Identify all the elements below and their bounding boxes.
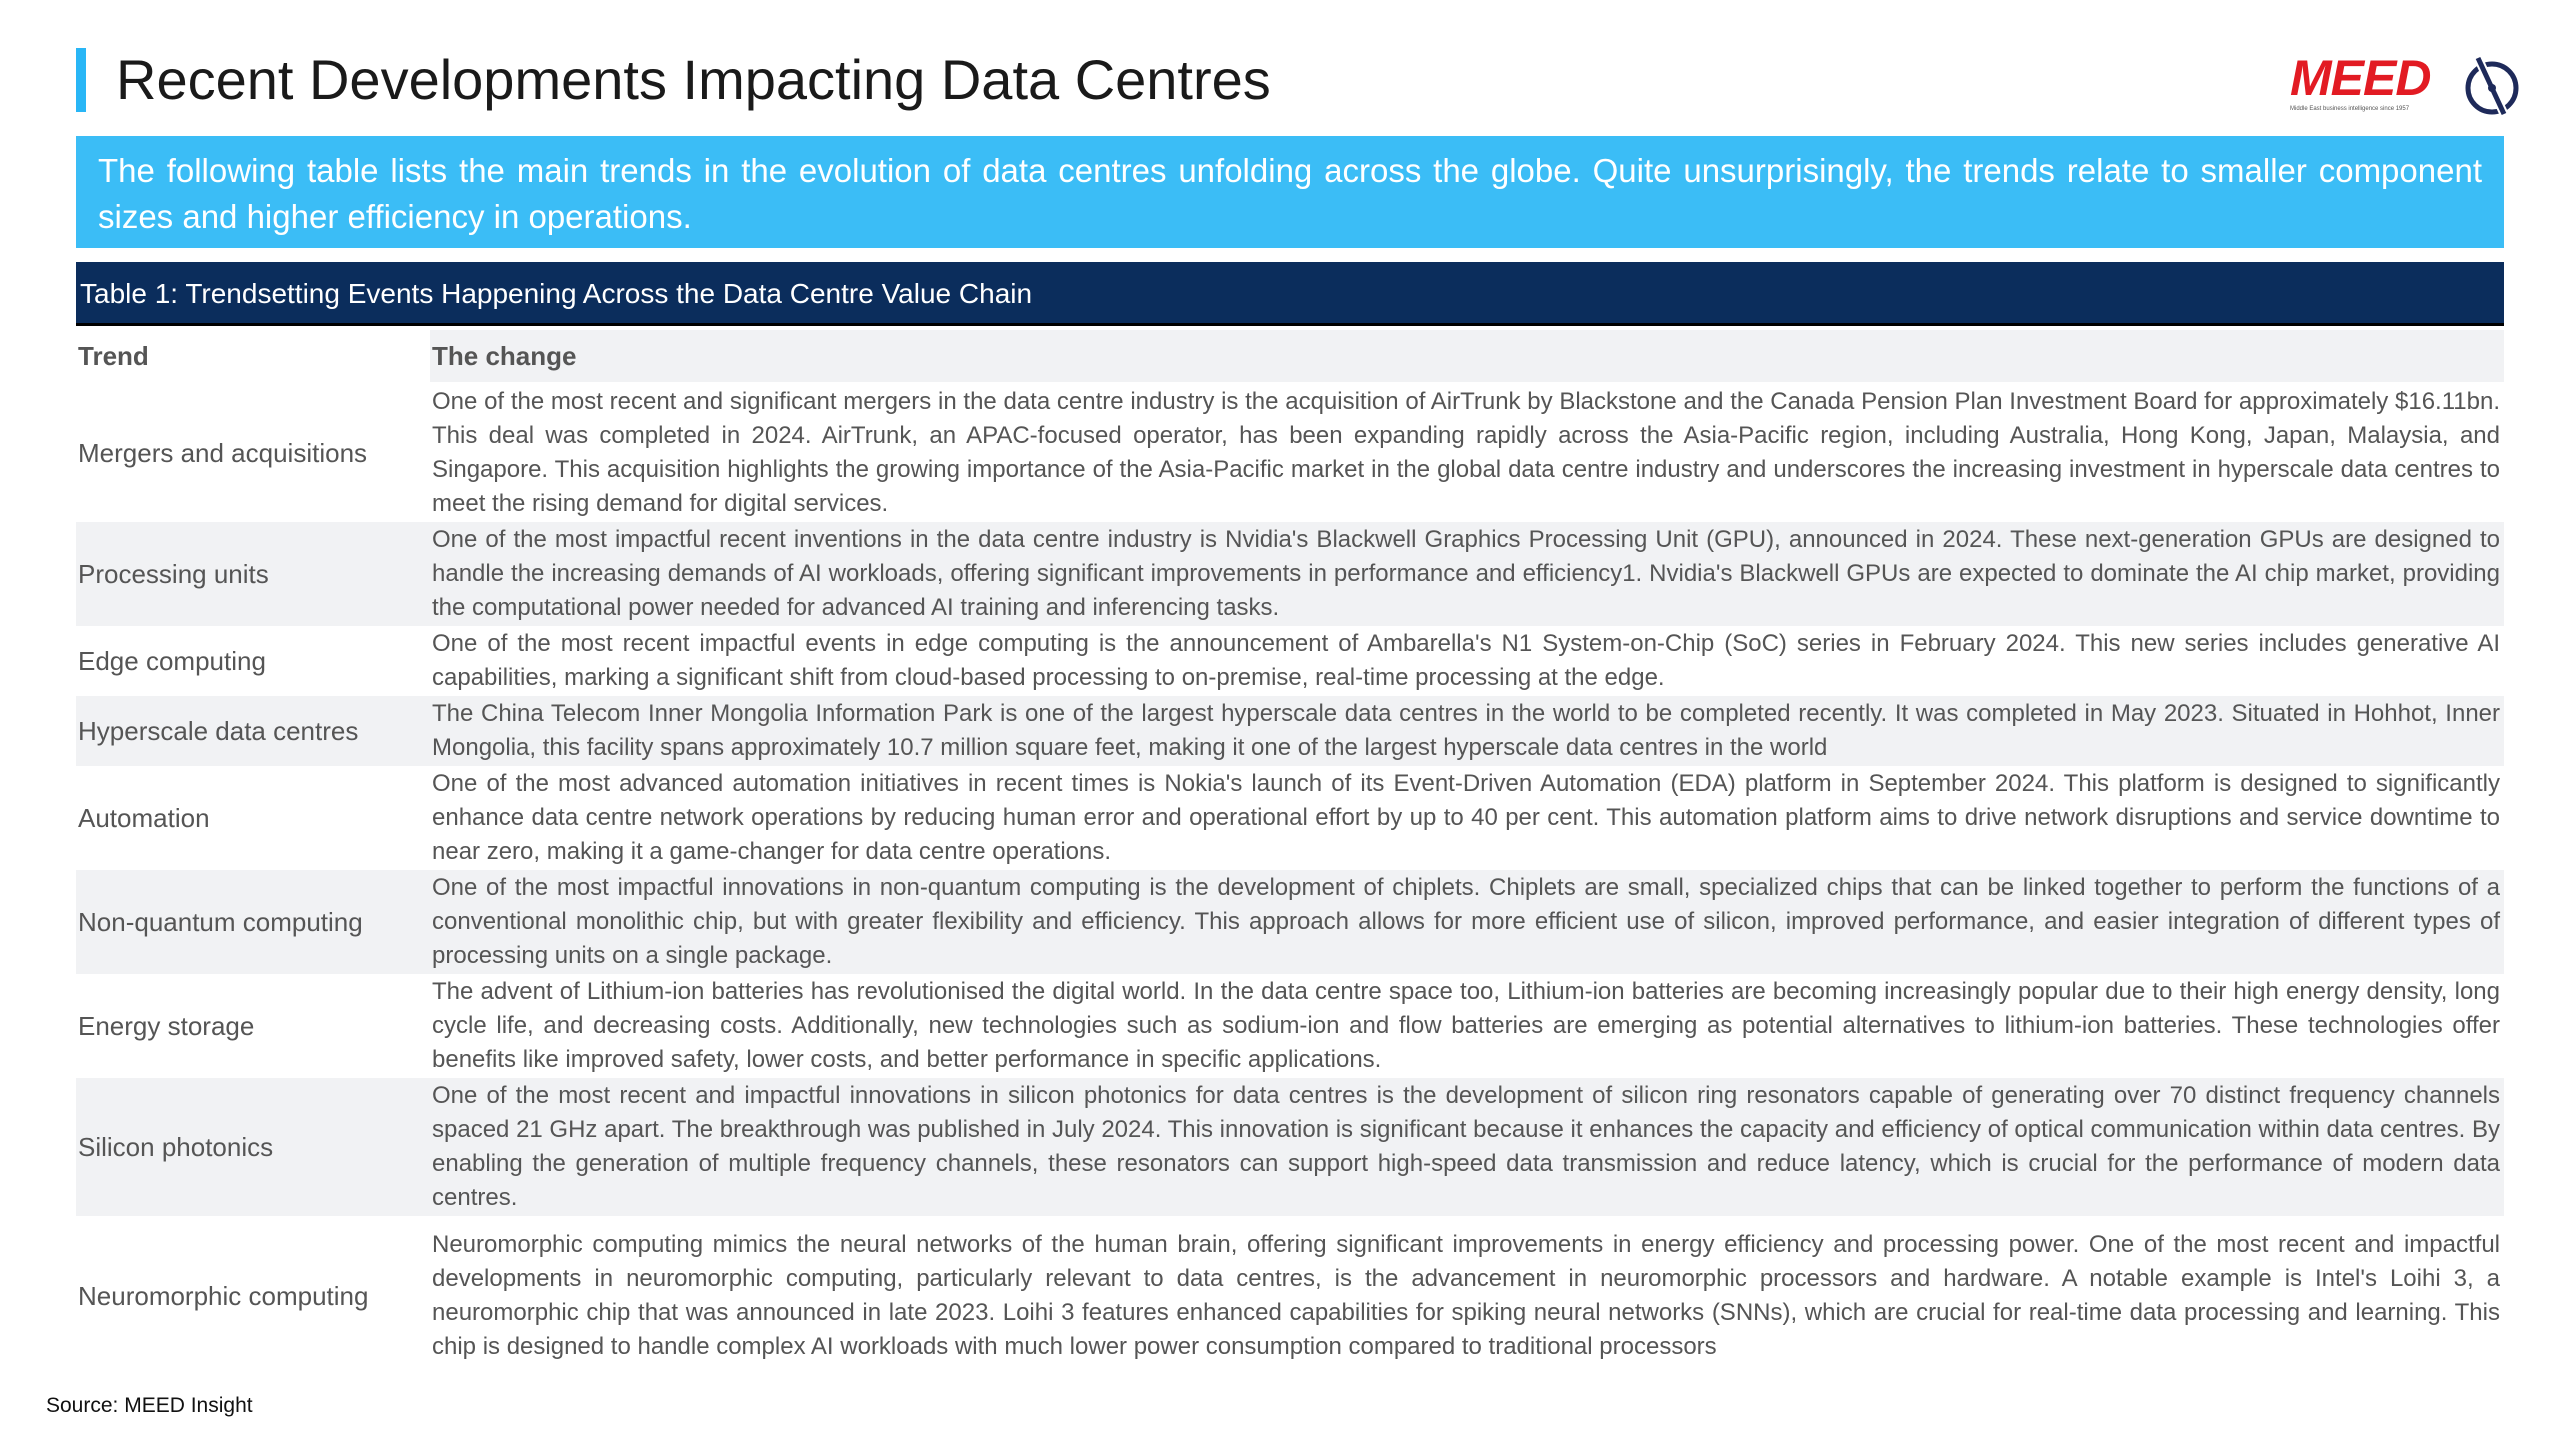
trend-cell: Hyperscale data centres <box>78 715 359 746</box>
table-row <box>76 384 2504 522</box>
trend-cell: Edge computing <box>78 645 266 676</box>
table-row <box>76 974 2504 1078</box>
trend-cell: Processing units <box>78 558 269 589</box>
meed-logo-tagline: Middle East business intelligence since 1957 <box>2290 106 2410 112</box>
table-row <box>76 1216 2504 1376</box>
table-caption: Table 1: Trendsetting Events Happening Across the Data Centre Value Chain <box>76 262 2504 326</box>
change-cell: The China Telecom Inner Mongolia Information Park is one of the largest hyperscale data centres in the world to be completed recently. It was completed in May 2023. Situated in Hohhot, Inner Mongolia, this facility spans approximately 10.7 million square feet, making it one of the largest hyperscale data centres in the world <box>432 700 2500 761</box>
table-row <box>76 870 2504 974</box>
trend-cell: Automation <box>78 802 210 833</box>
change-cell: One of the most recent and significant mergers in the data centre industry is the acquisition of AirTrunk by Blackstone and the Canada Pension Plan Investment Board for approximately $16.11bn. This deal was completed in 2024. AirTrunk, an APAC-focused operator, has been expanding rapidly across the Asia-Pacific region, including Australia, Hong Kong, Japan, Malaysia, and Singapore. This acquisition highlights the growing importance of the Asia-Pacific market in the global data centre industry and underscores the increasing investment in hyperscale data centres to meet the rising demand for digital services. <box>432 388 2500 517</box>
trend-cell: Silicon photonics <box>78 1131 274 1162</box>
change-cell: The advent of Lithium-ion batteries has revolutionised the digital world. In the data centre space too, Lithium-ion batteries are becoming increasingly popular due to their high energy density, long cycle life, and decreasing costs. Additionally, new technologies such as sodium-ion and flow batteries are emerging as potential alternatives to lithium-ion batteries. These technologies offer benefits like improved safety, lower costs, and better performance in specific applications. <box>432 978 2500 1073</box>
table-row <box>76 1078 2504 1216</box>
trend-cell: Energy storage <box>78 1010 255 1041</box>
change-cell: One of the most advanced automation initiatives in recent times is Nokia's launch of its Event-Driven Automation (EDA) platform in September 2024. This platform is designed to significantly enhance data centre network operations by reducing human error and operational effort by up to 40 per cent. This automation platform aims to drive network disruptions and service downtime to near zero, making it a game-changer for data centre operations. <box>432 770 2500 865</box>
change-cell: One of the most impactful recent inventions in the data centre industry is Nvidia's Blackwell Graphics Processing Unit (GPU), announced in 2024. These next-generation GPUs are designed to handle the increasing demands of AI workloads, offering significant improvements in performance and efficiency1. Nvidia's Blackwell GPUs are expected to dominate the AI chip market, providing the computational power needed for advanced AI training and inferencing tasks. <box>432 526 2500 621</box>
change-cell: Neuromorphic computing mimics the neural networks of the human brain, offering significant improvements in energy efficiency and processing power. One of the most recent and impactful developments in neuromorphic computing, particularly relevant to data centres, is the advancement in neuromorphic processors and hardware. A notable example is Intel's Loihi 3, a neuromorphic chip that was announced in late 2023. Loihi 3 features enhanced capabilities for spiking neural networks (SNNs), which are crucial for real-time data processing and learning. This chip is designed to handle complex AI workloads with much lower power consumption compared to traditional processors <box>432 1231 2500 1360</box>
header-trend: Trend <box>78 341 149 371</box>
table-row <box>76 766 2504 870</box>
table-header-row <box>76 330 2504 382</box>
trend-cell: Neuromorphic computing <box>78 1280 369 1311</box>
meed-symbol-icon <box>2462 52 2522 118</box>
trend-cell: Non-quantum computing <box>78 906 363 937</box>
page-title: Recent Developments Impacting Data Centres <box>116 48 1271 111</box>
table-row <box>76 522 2504 626</box>
intro-text: The following table lists the main trends in the evolution of data centres unfolding across the globe. Quite unsurprisingly, the trends relate to smaller component sizes and higher efficiency in operations. <box>76 136 2504 248</box>
change-cell: One of the most recent and impactful innovations in silicon photonics for data centres is the development of silicon ring resonators capable of generating over 70 distinct frequency channels spaced 21 GHz apart. The breakthrough was published in July 2024. This innovation is significant because it enhances the capacity and efficiency of optical communication within data centres. By enabling the generation of multiple frequency channels, these resonators can support high-speed data transmission and reduce latency, which is crucial for the performance of modern data centres. <box>432 1082 2500 1211</box>
trend-cell: Mergers and acquisitions <box>78 437 368 468</box>
meed-logo <box>2290 50 2440 120</box>
header-change: The change <box>430 330 2504 382</box>
table-row <box>76 696 2504 766</box>
source-note: Source: MEED Insight <box>46 1394 253 1417</box>
table-row <box>76 626 2504 696</box>
table-body <box>76 384 2504 1376</box>
change-cell: One of the most impactful innovations in non-quantum computing is the development of chiplets. Chiplets are small, specialized chips that can be linked together to perform the functions of a conventional monolithic chip, but with greater flexibility and efficiency. This approach allows for more efficient use of silicon, improved performance, and easier integration of different types of processing units on a single package. <box>432 874 2500 969</box>
change-cell: One of the most recent impactful events in edge computing is the announcement of Ambarella's N1 System-on-Chip (SoC) series in February 2024. This new series includes generative AI capabilities, marking a significant shift from cloud-based processing to on-premise, real-time processing at the edge. <box>432 630 2500 691</box>
title-accent-bar <box>76 48 86 112</box>
meed-logo-wordmark: MEED <box>2290 50 2431 106</box>
